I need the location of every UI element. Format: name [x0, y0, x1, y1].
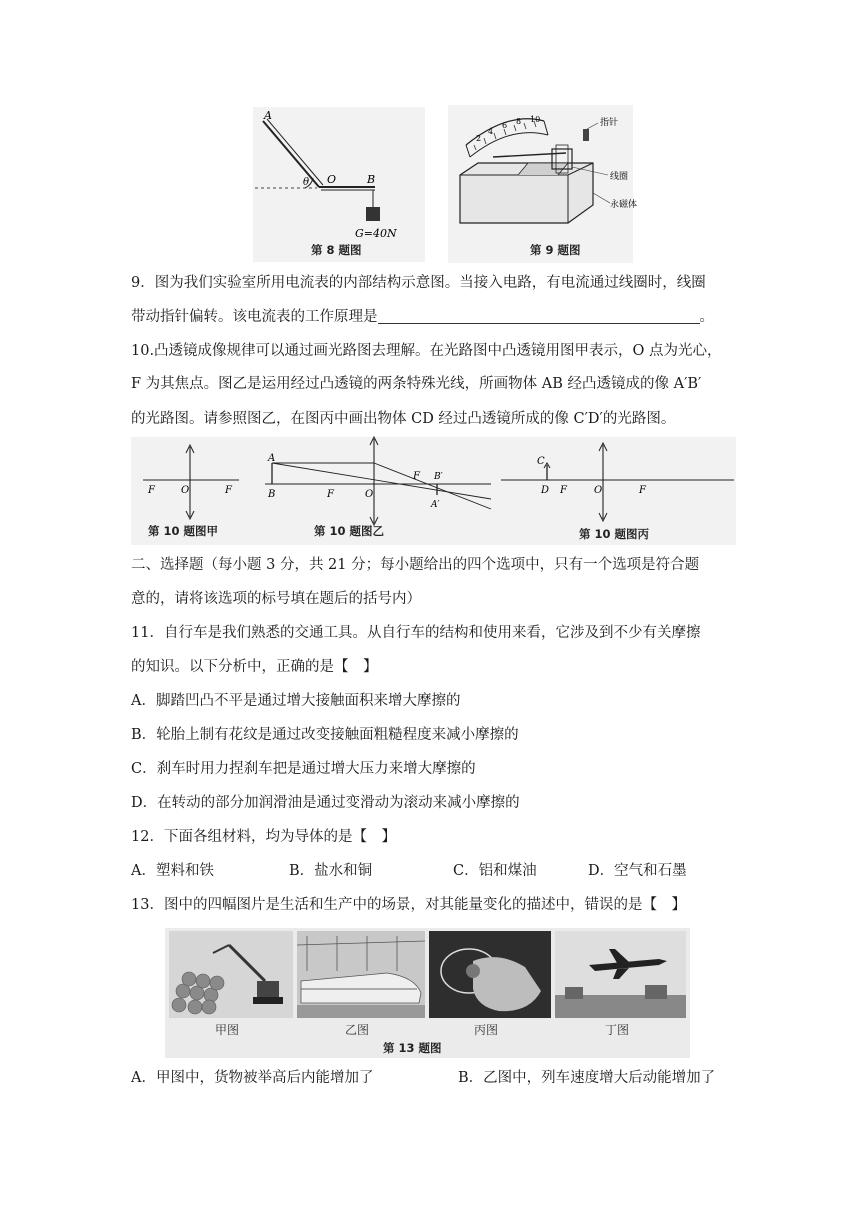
hand-toy-image	[429, 931, 551, 1018]
q13-stem: 13．图中的四幅图片是生活和生产中的场景，对其能量变化的描述中，错误的是【 】	[131, 897, 686, 913]
q13-option-b: B．乙图中，列车速度增大后动能增加了	[458, 1070, 716, 1086]
q12-option-c: C．铝和煤油	[453, 863, 537, 879]
fig-bing-caption: 第 10 题图丙	[579, 527, 650, 541]
yi-b-prime: B′	[434, 472, 443, 482]
bing-o: O	[594, 485, 603, 496]
jia-f-left: F	[148, 485, 155, 496]
label-a: A	[264, 109, 272, 122]
fig-jia-caption: 第 10 题图甲	[148, 524, 219, 538]
scale-6: 6	[502, 121, 508, 130]
q10-line-2: F 为其焦点。图乙是运用经过凸透镜的两条特殊光线，所画物体 AB 经凸透镜成的像 A′B′	[131, 376, 702, 392]
photo-label-jia: 甲图	[215, 1023, 240, 1037]
q9-answer-blank[interactable]	[378, 309, 700, 324]
q9-line-2-prefix: 带动指针偏转。该电流表的工作原理是	[131, 309, 378, 325]
q11-line-2: 的知识。以下分析中，正确的是【 】	[131, 659, 378, 675]
jia-o: O	[181, 485, 190, 496]
q10-line-3: 的光路图。请参照图乙，在图丙中画出物体 CD 经过凸透镜所成的像 C′D′的光路图。	[131, 411, 676, 427]
bing-f-left: F	[560, 485, 567, 496]
photo-jia	[169, 931, 293, 1018]
bing-f-right: F	[639, 485, 646, 496]
figure-9-caption: 第 9 题图	[530, 243, 581, 257]
q13-option-a: A．甲图中，货物被举高后内能增加了	[131, 1070, 374, 1086]
q12-option-a: A．塑料和铁	[131, 863, 214, 879]
yi-a: A	[268, 453, 276, 464]
scale-4: 4	[488, 127, 494, 136]
section-2-line-1: 二、选择题（每小题 3 分，共 21 分；每小题给出的四个选项中，只有一个选项是符合题	[131, 557, 700, 573]
airplane-image	[555, 931, 686, 1018]
scale-10: 10	[530, 115, 541, 124]
photo-label-ding: 丁图	[605, 1023, 630, 1037]
q9-line-2-suffix: 。	[699, 309, 714, 325]
bing-d: D	[541, 485, 550, 496]
yi-o: O	[365, 489, 374, 500]
crane-log-image	[169, 931, 293, 1018]
label-coil: 线圈	[610, 172, 629, 182]
q13-figure-caption: 第 13 题图	[383, 1041, 442, 1055]
label-g: G=40N	[355, 227, 397, 240]
yi-f-left: F	[327, 489, 334, 500]
q11-option-b: B．轮胎上制有花纹是通过改变接触面粗糙程度来减小摩擦的	[131, 727, 519, 743]
q10-figures	[131, 437, 736, 545]
q12-stem: 12．下面各组材料，均为导体的是【 】	[131, 829, 396, 845]
photo-yi	[297, 931, 425, 1018]
label-o: O	[327, 173, 337, 186]
q11-line-1: 11．自行车是我们熟悉的交通工具。从自行车的结构和使用来看，它涉及到不少有关摩擦	[131, 625, 701, 641]
q12-option-d: D．空气和石墨	[588, 863, 687, 879]
bing-c: C	[537, 456, 545, 467]
lever-diagram	[253, 107, 425, 262]
label-pointer: 指针	[600, 118, 619, 128]
q9-line-1: 9．图为我们实验室所用电流表的内部结构示意图。当接入电路，有电流通过线圈时，线圈	[131, 275, 706, 291]
photo-bing	[429, 931, 551, 1018]
jia-f-right: F	[225, 485, 232, 496]
label-theta: θ	[303, 177, 310, 188]
q12-option-b: B．盐水和铜	[289, 863, 373, 879]
ammeter-diagram	[448, 105, 638, 263]
q9-line-2	[131, 307, 714, 327]
yi-b: B	[268, 489, 276, 500]
section-2-line-2: 意的，请将该选项的标号填在题后的括号内）	[131, 591, 421, 607]
q11-option-d: D．在转动的部分加润滑油是通过变滑动为滚动来减小摩擦的	[131, 795, 520, 811]
photo-ding	[555, 931, 686, 1018]
fig-yi-caption: 第 10 题图乙	[314, 524, 385, 538]
q10-line-1: 10.凸透镜成像规律可以通过画光路图去理解。在光路图中凸透镜用图甲表示，O 点为光心，	[131, 343, 722, 359]
figure-9	[448, 105, 638, 263]
photo-label-bing: 丙图	[474, 1023, 499, 1037]
scale-2: 2	[476, 134, 482, 143]
figure-8-caption: 第 8 题图	[311, 243, 362, 257]
train-image	[297, 931, 425, 1018]
q13-figures	[165, 928, 690, 1058]
photo-label-yi: 乙图	[345, 1023, 370, 1037]
label-magnet: 永磁体	[610, 200, 638, 210]
figure-8	[253, 107, 425, 262]
q11-option-a: A．脚踏凹凸不平是通过增大接触面积来增大摩擦的	[131, 693, 461, 709]
yi-f-right: F	[413, 471, 420, 482]
q11-option-c: C．刹车时用力捏刹车把是通过增大压力来增大摩擦的	[131, 761, 476, 777]
scale-8: 8	[516, 117, 522, 126]
yi-a-prime: A′	[431, 500, 440, 510]
label-b: B	[367, 173, 376, 186]
